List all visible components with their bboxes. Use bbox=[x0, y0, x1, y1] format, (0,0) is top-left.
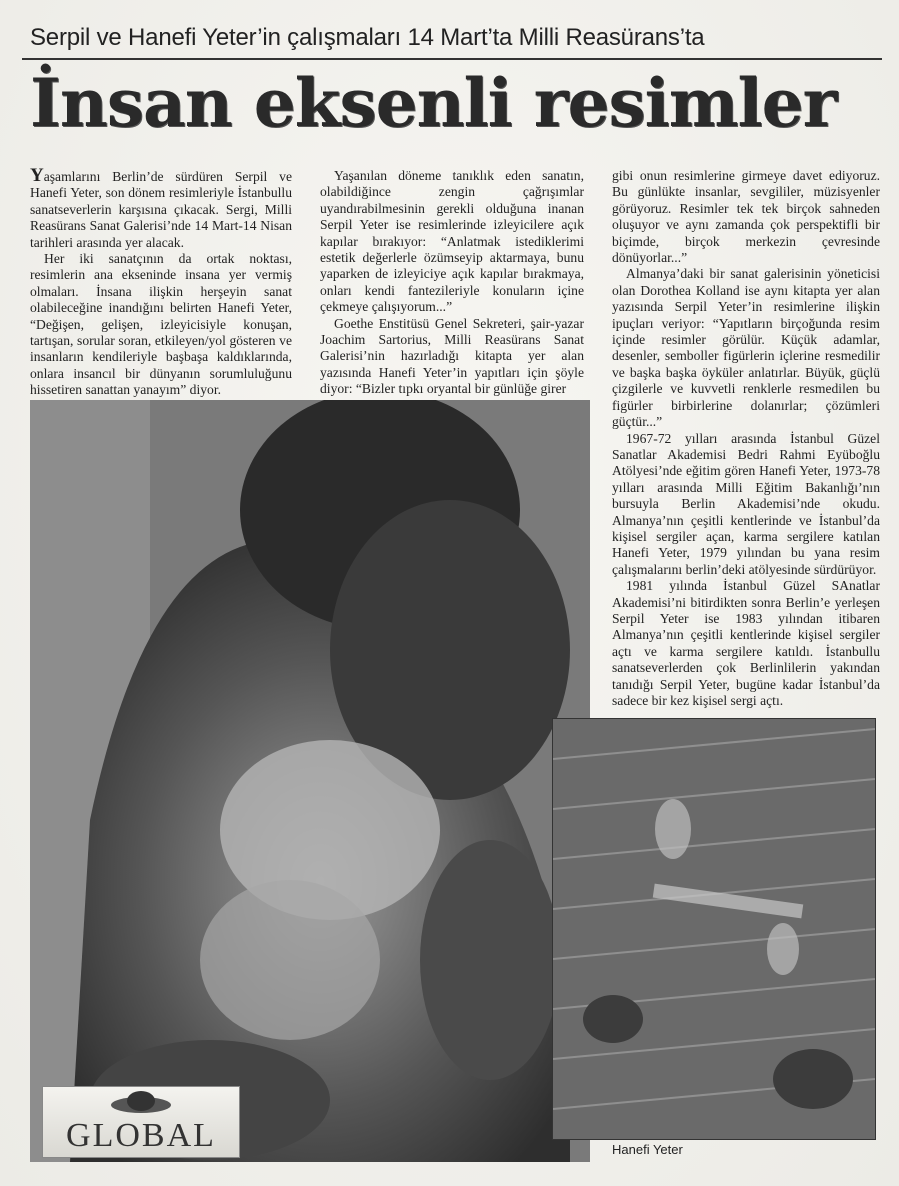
main-headline: İnsan eksenli resimler bbox=[30, 64, 837, 142]
paragraph: Yaşamlarını Berlin’de sürdüren Serpil ve Hanefi Yeter, son dönem resimleriyle İstanbullu sanatseverlerin karşısına çıkacak. Sergi, Milli Reasürans Sanat Galerisi’nde 14 Mart-14 Nisan tarihleri arasında yer alacak. bbox=[30, 165, 292, 250]
photo-caption: Hanefi Yeter bbox=[612, 1142, 683, 1157]
paragraph: Yaşanılan döneme tanıklık eden sanatın, olabildiğince zengin çağrışımlar uyandırabilmesinin gerekli olduğuna inanan Serpil Yeter ise resimlerinde izleyicilere açık kapılar bırakıyor: “Anlatmak istediklerimi estetik değerlerle özümseyip aktarmaya, bunu yaparken de izleyiciye açık kapılar bırakmaya, onları kendi fantezileriyle konuların içine çekmeye çalışıyorum...” bbox=[320, 168, 584, 315]
global-logo bbox=[42, 1086, 240, 1158]
article-column-1 bbox=[30, 165, 292, 399]
paragraph: 1981 yılında İstanbul Güzel SAnatlar Akademisi’ni bitirdikten sonra Berlin’e yerleşen Serpil Yeter ise 1983 yılından itibaren Almanya’nın çeşitli kentlerinde kişisel sergiler açtı ve karma sergilere katıldı. İstanbullu sanatseverlerden çok Berlinlilerin yakından tanıdığı Serpil Yeter, bugüne kadar İstanbul’da sadece bir kez kişisel sergi açtı. bbox=[612, 578, 880, 708]
kicker-headline: Serpil ve Hanefi Yeter’in çalışmaları 14 Mart’ta Milli Reasürans’ta bbox=[30, 24, 705, 51]
painting-photo-small bbox=[552, 718, 876, 1140]
globe-icon bbox=[109, 1089, 173, 1117]
header-rule bbox=[22, 58, 882, 60]
paragraph: 1967-72 yılları arasında İstanbul Güzel Sanatlar Akademisi Bedri Rahmi Eyüboğlu Atölyesi’nde eğitim gören Hanefi Yeter, 1973-78 yılları arasında Milli Eğitim Bakanlığı’nın bursuyla Berlin Akademisi’nde okudu. Almanya’nın çeşitli kentlerinde ve İstanbul’da kişisel sergiler açan, karma sergilere katılan Hanefi Yeter, 1979 yılından bu yana resim çalışmalarını berlin’deki atölyesinde sürdürüyor. bbox=[612, 430, 880, 577]
paragraph: Goethe Enstitüsü Genel Sekreteri, şair-yazar Joachim Sartorius, Milli Reasürans Sanat Galerisi’nin hazırladığı kitapta yer alan yazısında Hanefi Yeter’in yapıtları için şöyle diyor: “Bizler tıpkı oryantal bir günlüğe girer bbox=[320, 315, 584, 397]
paragraph: Almanya’daki bir sanat galerisinin yöneticisi olan Dorothea Kolland ise aynı kitapta yer alan yazısında Serpil Yeter’in resimlerine ilişkin ipuçları veriyor: “Yapıtların birçoğunda resim içinde resimler görülür. Küçük adamlar, desenler, semboller figürlerin içlerine resmedilir ve başka başka öyküler anlatırlar. Büyük, güçlü çizgilerle ve kuvvetli renklerle resmedilen bu figürler birbirlerine dolanırlar; çözümleri güçtür...” bbox=[612, 266, 880, 430]
article-column-2 bbox=[320, 168, 584, 398]
paragraph: Her iki sanatçının da ortak noktası, resimlerin ana ekseninde insana yer vermiş olmaları. İnsana ilişkin herşeyin sanat olabileceğine inandığını belirten Hanefi Yeter, “Değişen, gelişen, izleyicisiyle konuşan, tartışan, sorular soran, etkileyen/yol gösteren ve insanların kendileriyle başbaşa kaldıklarında, onlara insancıl bir dünyanın sorumluluğunu hissetiren sanattan yanayım” diyor. bbox=[30, 251, 292, 398]
paragraph: gibi onun resimlerine girmeye davet ediyoruz. Bu günlükte insanlar, sevgililer, müzisyenler görüyoruz. Resimler tek tek birçok sahneden oluşuyor ve aynı zamanda çok perspektifli bir biçimde, birçok merkezin çevresinde dönüyorlar...” bbox=[612, 168, 880, 266]
logo-label: GLOBAL bbox=[66, 1117, 216, 1154]
painting-photo-large bbox=[30, 400, 590, 1162]
article-column-3 bbox=[612, 168, 880, 709]
